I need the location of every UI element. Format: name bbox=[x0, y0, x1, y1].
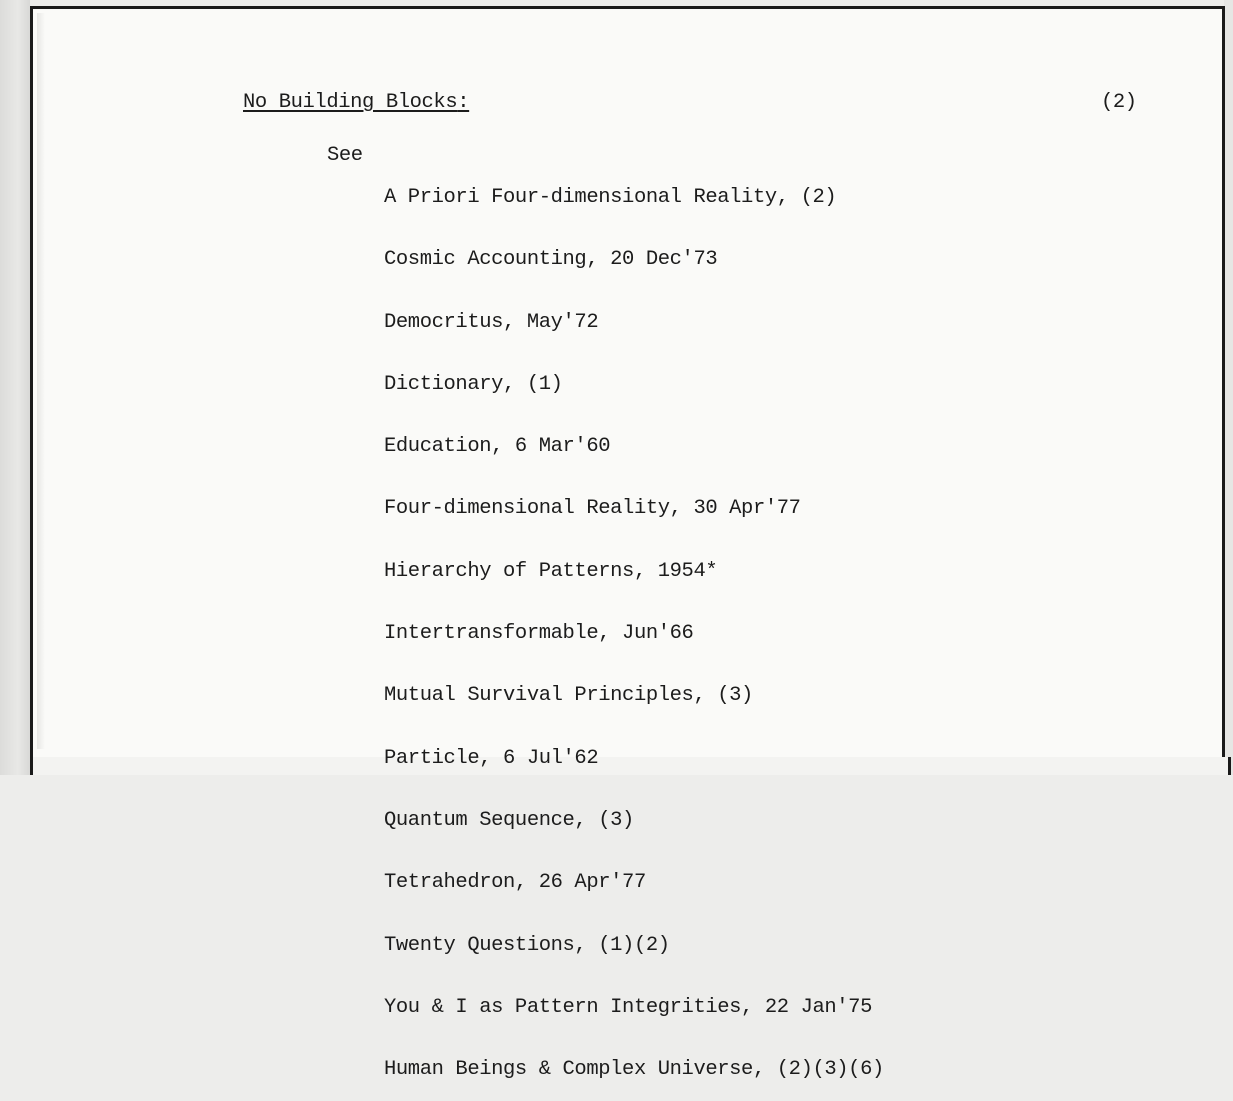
cross-reference-item: Cosmic Accounting, 20 Dec'73 bbox=[384, 248, 718, 272]
cross-reference-item: Human Beings & Complex Universe, (2)(3)(6) bbox=[384, 1058, 884, 1082]
cross-reference-item: Dictionary, (1) bbox=[384, 372, 563, 396]
cross-reference-item: Hierarchy of Patterns, 1954* bbox=[384, 559, 718, 583]
card-heading bbox=[243, 93, 469, 114]
cross-reference-item: Education, 6 Mar'60 bbox=[384, 435, 611, 459]
cross-reference-item: A Priori Four-dimensional Reality, (2) bbox=[384, 186, 837, 209]
card-edge-shadow bbox=[37, 13, 45, 749]
cross-reference-item: Tetrahedron, 26 Apr'77 bbox=[384, 871, 646, 895]
cross-reference-item: Mutual Survival Principles, (3) bbox=[384, 684, 753, 708]
scan-right-margin bbox=[1224, 0, 1233, 775]
cross-reference-item: Four-dimensional Reality, 30 Apr'77 bbox=[384, 497, 801, 521]
card-page-number: (2) bbox=[1101, 91, 1137, 114]
cross-reference-item: Quantum Sequence, (3) bbox=[384, 808, 634, 832]
cross-reference-item: Particle, 6 Jul'62 bbox=[384, 746, 599, 770]
scan-left-margin bbox=[0, 0, 30, 775]
cross-reference-item: Democritus, May'72 bbox=[384, 310, 599, 334]
cross-reference-item: Twenty Questions, (1)(2) bbox=[384, 933, 670, 957]
card-heading-colon: : bbox=[457, 91, 470, 114]
cross-reference-item: You & I as Pattern Integrities, 22 Jan'75 bbox=[384, 995, 872, 1019]
card-heading-text: No Building Blocks bbox=[243, 91, 458, 114]
cross-reference-list bbox=[384, 146, 884, 1101]
see-label: See bbox=[327, 144, 363, 167]
cross-reference-item: Intertransformable, Jun'66 bbox=[384, 622, 694, 646]
